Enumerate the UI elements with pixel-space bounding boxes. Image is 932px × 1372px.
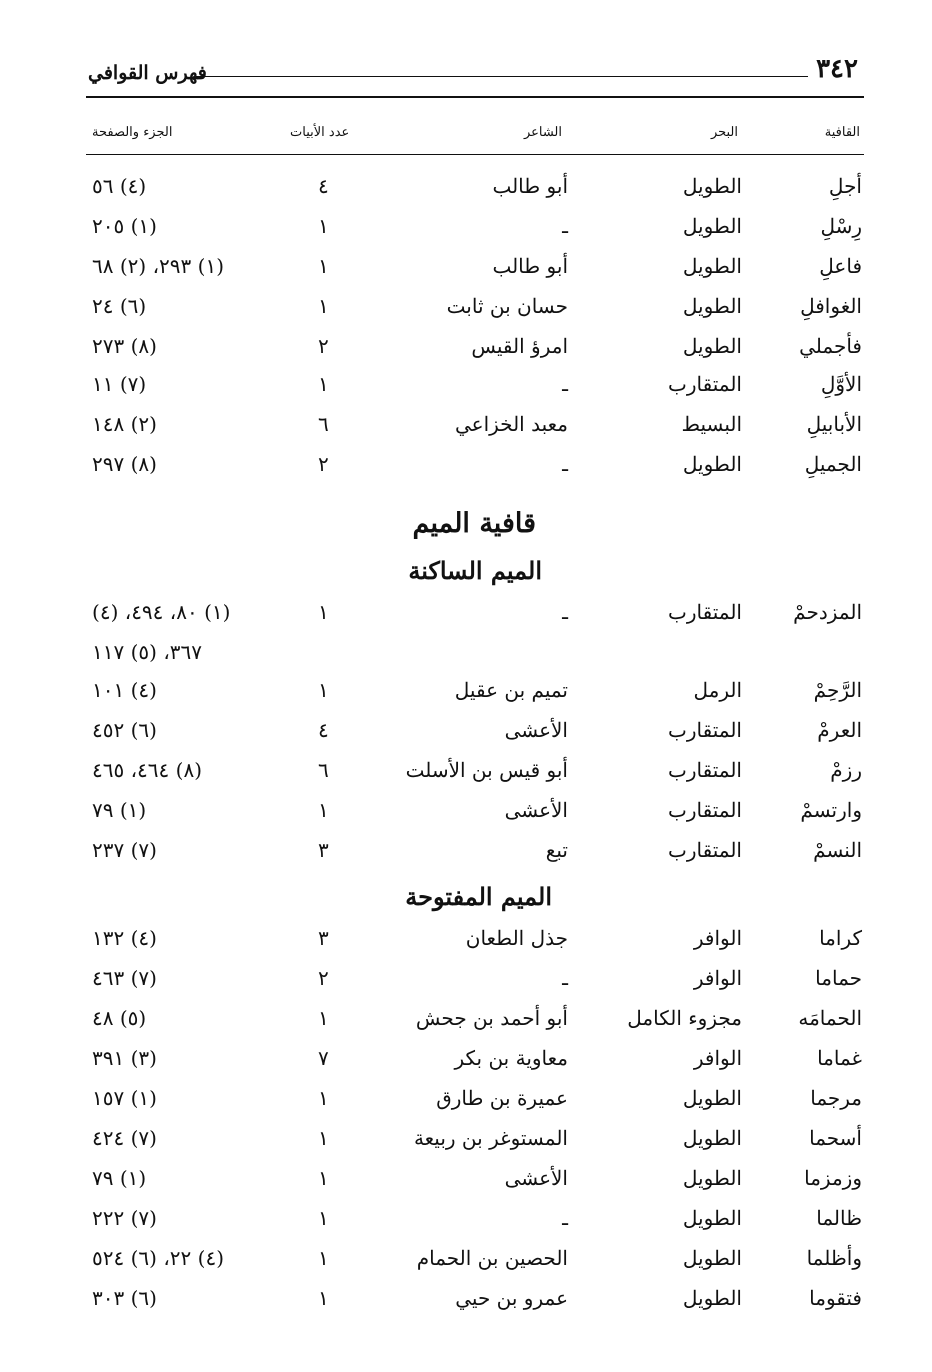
meter-cell: المتقارب: [668, 718, 742, 742]
table-row: [0, 926, 932, 962]
volume-page-cell: (٧) ٤٦٣: [92, 966, 157, 990]
volume-page-cell: (٤) ٥٦: [92, 174, 147, 198]
meter-cell: الوافر: [693, 966, 742, 990]
verse-count-cell: ١: [318, 1286, 329, 1310]
table-row: [0, 1286, 932, 1322]
verse-count-cell: ١: [318, 294, 329, 318]
rhyme-cell: أجلِ: [828, 174, 862, 198]
rhyme-cell: الغوافلِ: [800, 294, 862, 318]
poet-cell: ـ: [562, 1206, 568, 1230]
meter-cell: الوافر: [693, 1046, 742, 1070]
verse-count-cell: ٢: [318, 334, 329, 358]
table-row: [0, 1206, 932, 1242]
volume-page-cell: (٧) ٤٢٤: [92, 1126, 157, 1150]
verse-count-cell: ١: [318, 1246, 329, 1270]
poet-cell: ـ: [562, 452, 568, 476]
verse-count-cell: ١: [318, 254, 329, 278]
table-row: [0, 678, 932, 714]
volume-page-cell: (٦) ٢٤: [92, 294, 147, 318]
table-row: [0, 758, 932, 794]
table-row: [0, 334, 932, 370]
rhyme-cell: مرجما: [810, 1086, 862, 1110]
rhyme-cell: حماما: [815, 966, 862, 990]
table-row: [0, 1046, 932, 1082]
volume-page-cell: (٤) ٢٢، (٦) ٥٢٤: [92, 1246, 224, 1270]
meter-cell: المتقارب: [668, 600, 742, 624]
poet-cell: حسان بن ثابت: [446, 294, 568, 318]
verse-count-cell: ١: [318, 798, 329, 822]
table-row: [0, 452, 932, 488]
poet-cell: الأعشى: [504, 718, 568, 742]
verse-count-cell: ٤: [318, 174, 329, 198]
rhyme-cell: النسمْ: [813, 838, 862, 862]
column-header-count: عدد الأبيات: [290, 125, 350, 140]
rhyme-cell: المزدحمْ: [793, 600, 862, 624]
meter-cell: المتقارب: [668, 838, 742, 862]
volume-page-cell: (٨) ٤٦٤، ٤٦٥: [92, 758, 203, 782]
rhyme-cell: رزمْ: [830, 758, 862, 782]
volume-page-cell: (١) ٨٠، ٤٩٤، (٤): [92, 600, 231, 624]
rhyme-cell: الجميلِ: [804, 452, 862, 476]
volume-page-cell: (٧) ١١: [92, 372, 147, 396]
poet-cell: أبو طالب: [492, 174, 568, 198]
page-number: ٣٤٢: [816, 54, 858, 84]
verse-count-cell: ٢: [318, 966, 329, 990]
meter-cell: الطويل: [682, 1206, 742, 1230]
rhyme-cell: وأظلما: [806, 1246, 862, 1270]
rhyme-cell: الأوَّلِ: [820, 372, 862, 396]
verse-count-cell: ١: [318, 1126, 329, 1150]
rhyme-cell: وارتسمْ: [800, 798, 862, 822]
rhyme-cell: العرمْ: [817, 718, 862, 742]
poet-cell: جذل الطعان: [465, 926, 568, 950]
poet-cell: أبو قيس بن الأسلت: [405, 758, 568, 782]
volume-page-cell: (٤) ١٣٢: [92, 926, 157, 950]
poet-cell: تميم بن عقيل: [454, 678, 568, 702]
subsection-heading-maftuhah: الميم المفتوحة: [405, 882, 552, 911]
table-row: [0, 966, 932, 1002]
rhyme-cell: الرَّحِمْ: [813, 678, 862, 702]
poet-cell: الأعشى: [504, 1166, 568, 1190]
volume-page-cell: (١) ٢٠٥: [92, 214, 157, 238]
rhyme-cell: فأجملي: [799, 334, 862, 358]
meter-cell: الطويل: [682, 1126, 742, 1150]
poet-cell: أبو أحمد بن جحش: [415, 1006, 568, 1030]
section-heading: قافية الميم: [412, 508, 536, 539]
meter-cell: مجزوء الكامل: [627, 1006, 742, 1030]
verse-count-cell: ١: [318, 1166, 329, 1190]
poet-cell: تبع: [545, 838, 568, 862]
rhyme-cell: غماما: [817, 1046, 862, 1070]
table-row: [0, 254, 932, 290]
volume-page-cell: (٧) ٢٣٧: [92, 838, 157, 862]
table-row: [0, 1126, 932, 1162]
meter-cell: المتقارب: [668, 758, 742, 782]
column-header-divider: [86, 154, 864, 155]
volume-page-continuation: ٣٦٧، (٥) ١١٧: [92, 640, 203, 664]
poet-cell: الحصين بن الحمام: [416, 1246, 568, 1270]
subsection-heading-sakinah: الميم الساكنة: [408, 556, 542, 585]
volume-page-cell: (١) ١٥٧: [92, 1086, 157, 1110]
table-row: [0, 214, 932, 250]
rhyme-cell: ظالما: [816, 1206, 862, 1230]
poet-cell: ـ: [562, 214, 568, 238]
meter-cell: الطويل: [682, 452, 742, 476]
verse-count-cell: ١: [318, 1006, 329, 1030]
table-row: [0, 294, 932, 330]
meter-cell: الطويل: [682, 1166, 742, 1190]
rhyme-cell: أسحما: [809, 1126, 862, 1150]
meter-cell: الطويل: [682, 1246, 742, 1270]
column-header-ref: الجزء والصفحة: [92, 125, 173, 140]
table-row: [0, 798, 932, 834]
meter-cell: الرمل: [693, 678, 742, 702]
poet-cell: عمرو بن حيي: [455, 1286, 568, 1310]
meter-cell: البسيط: [681, 412, 742, 436]
meter-cell: الوافر: [693, 926, 742, 950]
rhyme-cell: كراما: [819, 926, 862, 950]
poet-cell: أبو طالب: [492, 254, 568, 278]
meter-cell: الطويل: [682, 214, 742, 238]
volume-page-cell: (٦) ٤٥٢: [92, 718, 157, 742]
verse-count-cell: ٣: [318, 926, 329, 950]
verse-count-cell: ١: [318, 214, 329, 238]
verse-count-cell: ١: [318, 1086, 329, 1110]
meter-cell: المتقارب: [668, 798, 742, 822]
poet-cell: معاوية بن بكر: [454, 1046, 568, 1070]
verse-count-cell: ١: [318, 678, 329, 702]
rhyme-cell: الحمامَه: [798, 1006, 862, 1030]
volume-page-cell: (٥) ٤٨: [92, 1006, 147, 1030]
meter-cell: الطويل: [682, 334, 742, 358]
column-header-poet: الشاعر: [523, 125, 562, 140]
volume-page-cell: (٨) ٢٩٧: [92, 452, 157, 476]
verse-count-cell: ٦: [318, 412, 329, 436]
table-row: [0, 174, 932, 210]
meter-cell: المتقارب: [668, 372, 742, 396]
volume-page-cell: (٨) ٢٧٣: [92, 334, 157, 358]
meter-cell: الطويل: [682, 1086, 742, 1110]
poet-cell: المستوغر بن ربيعة: [413, 1126, 568, 1150]
verse-count-cell: ٤: [318, 718, 329, 742]
volume-page-cell: (٢) ١٤٨: [92, 412, 157, 436]
poet-cell: معبد الخزاعي: [454, 412, 568, 436]
meter-cell: الطويل: [682, 174, 742, 198]
verse-count-cell: ٦: [318, 758, 329, 782]
poet-cell: الأعشى: [504, 798, 568, 822]
page-title: فهرس القوافي: [88, 62, 207, 84]
volume-page-cell: (١) ٢٩٣، (٢) ٦٨: [92, 254, 224, 278]
volume-page-cell: (١) ٧٩: [92, 798, 147, 822]
column-header-rhyme: القافية: [824, 125, 860, 140]
volume-page-cell: (٣) ٣٩١: [92, 1046, 157, 1070]
poet-cell: امرؤ القيس: [471, 334, 568, 358]
table-row: [0, 372, 932, 408]
volume-page-cell: (٦) ٣٠٣: [92, 1286, 157, 1310]
table-row: [0, 1166, 932, 1202]
rhyme-cell: الأبابيلِ: [806, 412, 862, 436]
volume-page-cell: (١) ٧٩: [92, 1166, 147, 1190]
table-row: [0, 1086, 932, 1122]
rhyme-cell: فاعلِ: [819, 254, 862, 278]
poet-cell: عميرة بن طارق: [436, 1086, 568, 1110]
volume-page-cell: (٤) ١٠١: [92, 678, 157, 702]
table-row: [0, 600, 932, 636]
table-row: [0, 412, 932, 448]
verse-count-cell: ١: [318, 1206, 329, 1230]
table-row: [0, 718, 932, 754]
verse-count-cell: ١: [318, 372, 329, 396]
meter-cell: الطويل: [682, 294, 742, 318]
poet-cell: ـ: [562, 372, 568, 396]
column-header-meter: البحر: [710, 125, 738, 140]
table-row: [0, 1006, 932, 1042]
poet-cell: ـ: [562, 600, 568, 624]
volume-page-cell: (٧) ٢٢٢: [92, 1206, 157, 1230]
verse-count-cell: ٧: [318, 1046, 329, 1070]
header-divider: [86, 96, 864, 98]
rhyme-cell: وزمزما: [804, 1166, 862, 1190]
rhyme-cell: فتقوما: [809, 1286, 862, 1310]
meter-cell: الطويل: [682, 1286, 742, 1310]
rhyme-cell: رِسْلِ: [820, 214, 862, 238]
table-row: [0, 1246, 932, 1282]
verse-count-cell: ٢: [318, 452, 329, 476]
verse-count-cell: ١: [318, 600, 329, 624]
poet-cell: ـ: [562, 966, 568, 990]
verse-count-cell: ٣: [318, 838, 329, 862]
header-rule: [196, 76, 808, 77]
table-row: [0, 838, 932, 874]
meter-cell: الطويل: [682, 254, 742, 278]
